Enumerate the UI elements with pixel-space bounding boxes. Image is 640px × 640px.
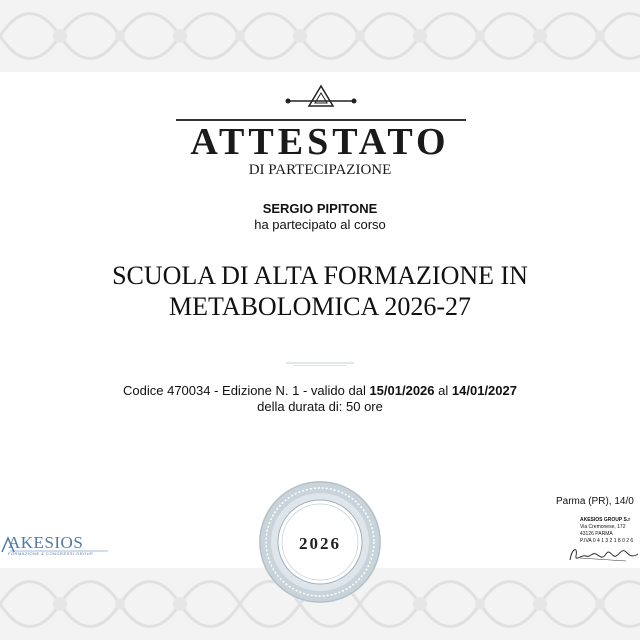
issuer-address-line2: 43126 PARMA [580,531,613,537]
issuer-logo-tagline: FORMAZIONE & CONGRESSI GROUP [8,551,94,556]
course-title [40,260,600,322]
ornament-pattern-top [0,0,640,72]
attended-text: ha partecipato al corso [254,217,386,232]
valid-from-date: 15/01/2026 [369,383,435,398]
issuer-address-line1: Via Cremonese, 172 [580,524,626,530]
duration-text: della durata di: 50 ore [257,399,383,414]
issuer-company-name: AKESIOS GROUP S.r [580,517,631,523]
issuer-company-block [580,517,640,545]
top-ornamental-border [0,0,640,72]
course-title-line2: METABOLOMICA 2026-27 [169,292,471,321]
participant-name: SERGIO PIPITONE [262,201,378,216]
issuer-logo-text: AKESIOS [8,533,84,552]
course-title-line1: SCUOLA DI ALTA FORMAZIONE IN [112,261,528,290]
certificate-subtitle: DI PARTECIPAZIONE [248,162,392,178]
certificate-title: ATTESTATO [190,121,450,163]
signature [566,542,640,566]
course-code-line [0,383,640,398]
seal-year: 2026 [299,534,341,553]
section-divider [286,361,354,367]
course-code-prefix: Codice 470034 - Edizione N. 1 - valido dal [123,383,366,398]
valid-to-date: 14/01/2027 [451,383,517,398]
place-and-date: Parma (PR), 14/0 [556,496,634,507]
course-code-middle: al [438,383,449,398]
issuer-vat: P.IVA 0 4 1 3 2 1 8 0 2 6 [580,538,634,544]
